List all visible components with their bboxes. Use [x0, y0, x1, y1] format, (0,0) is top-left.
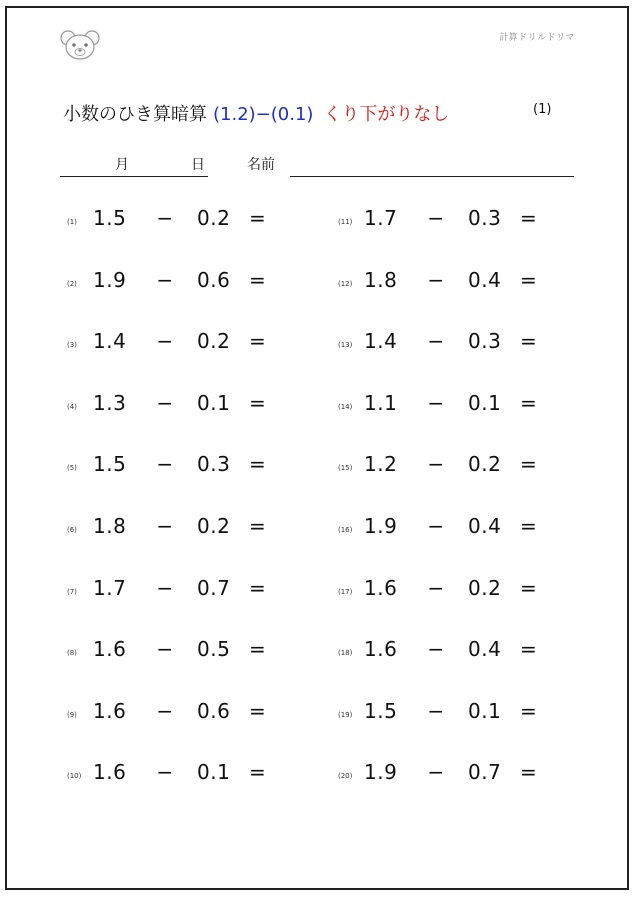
subtrahend: 0.1: [197, 390, 231, 415]
name-field-line: [290, 176, 574, 177]
minus-sign: −: [427, 575, 445, 600]
problem-number: (1): [67, 218, 77, 226]
minuend: 1.1: [364, 390, 398, 415]
subtrahend: 0.2: [468, 575, 502, 600]
subtrahend: 0.2: [468, 452, 502, 477]
problem-expression: [364, 514, 550, 538]
equals-sign: =: [249, 698, 267, 723]
equals-sign: =: [249, 760, 267, 785]
subtrahend: 0.4: [468, 267, 502, 292]
name-label: 名前: [247, 157, 275, 173]
minuend: 1.9: [364, 760, 398, 785]
minus-sign: −: [156, 329, 174, 354]
equals-sign: =: [249, 637, 267, 662]
problem-number: (4): [67, 402, 77, 411]
equals-sign: =: [520, 267, 538, 292]
problem-number: (5): [67, 464, 77, 473]
problem-expression: [93, 699, 279, 723]
minus-sign: −: [156, 206, 174, 230]
minuend: 1.8: [364, 267, 398, 292]
problem-number: (15): [338, 464, 353, 473]
title-formula: (1.2)−(0.1): [213, 104, 314, 125]
problem-expression: [93, 760, 279, 784]
minuend: 1.8: [93, 514, 127, 538]
minus-sign: −: [427, 267, 445, 292]
minus-sign: −: [156, 267, 174, 292]
minuend: 1.9: [364, 514, 398, 538]
equals-sign: =: [520, 206, 538, 230]
problem-number: (17): [338, 587, 353, 596]
minus-sign: −: [427, 760, 445, 785]
problem-number: (11): [338, 218, 353, 226]
minuend: 1.5: [93, 452, 127, 477]
problem-number: (9): [67, 710, 77, 719]
minuend: 1.6: [364, 575, 398, 600]
problem-expression: [364, 760, 550, 784]
minus-sign: −: [427, 390, 445, 415]
problem-number: (16): [338, 526, 353, 534]
date-field-line: [60, 176, 208, 177]
equals-sign: =: [249, 514, 267, 538]
minus-sign: −: [156, 575, 174, 600]
month-label: 月: [115, 157, 129, 173]
problem-number: (20): [338, 772, 353, 781]
bear-face-icon: [59, 29, 101, 61]
problem-number: (8): [67, 649, 77, 658]
subtrahend: 0.4: [468, 637, 502, 662]
minus-sign: −: [427, 514, 445, 538]
sheet-number: (1): [533, 102, 552, 117]
problem-number: (19): [338, 710, 353, 719]
equals-sign: =: [520, 390, 538, 415]
day-label: 日: [191, 157, 205, 173]
problem-expression: [93, 637, 279, 661]
equals-sign: =: [249, 329, 267, 354]
subtrahend: 0.3: [468, 206, 502, 230]
minuend: 1.6: [93, 760, 127, 785]
minus-sign: −: [156, 514, 174, 538]
brand-label: 計算ドリルドリマ: [499, 33, 575, 43]
subtrahend: 0.7: [197, 575, 231, 600]
equals-sign: =: [520, 514, 538, 538]
minus-sign: −: [427, 329, 445, 354]
problem-number: (6): [67, 526, 77, 534]
minus-sign: −: [156, 637, 174, 662]
problem-number: (13): [338, 341, 353, 350]
minuend: 1.4: [93, 329, 127, 354]
problem-expression: [93, 452, 279, 476]
subtrahend: 0.1: [468, 698, 502, 723]
subtrahend: 0.4: [468, 514, 502, 538]
problem-number: (7): [67, 587, 77, 596]
problem-number: (10): [67, 772, 82, 781]
problem-expression: [364, 391, 550, 415]
subtrahend: 0.3: [468, 329, 502, 354]
problem-expression: [364, 699, 550, 723]
minuend: 1.5: [93, 206, 127, 230]
equals-sign: =: [520, 698, 538, 723]
problem-expression: [364, 452, 550, 476]
minus-sign: −: [427, 452, 445, 477]
equals-sign: =: [249, 390, 267, 415]
minuend: 1.3: [93, 390, 127, 415]
equals-sign: =: [520, 637, 538, 662]
equals-sign: =: [249, 267, 267, 292]
problem-number: (2): [67, 279, 77, 288]
problem-expression: [364, 329, 550, 353]
subtrahend: 0.2: [197, 206, 231, 230]
worksheet-page: [5, 6, 629, 890]
minus-sign: −: [156, 760, 174, 785]
subtrahend: 0.5: [197, 637, 231, 662]
subtrahend: 0.6: [197, 698, 231, 723]
problem-expression: [364, 576, 550, 600]
minuend: 1.7: [93, 575, 127, 600]
equals-sign: =: [520, 329, 538, 354]
subtrahend: 0.1: [197, 760, 231, 785]
subtrahend: 0.6: [197, 267, 231, 292]
equals-sign: =: [249, 452, 267, 477]
worksheet-title: [63, 100, 583, 126]
minuend: 1.6: [364, 637, 398, 662]
problem-number: (3): [67, 341, 77, 350]
minuend: 1.5: [364, 698, 398, 723]
subtrahend: 0.3: [197, 452, 231, 477]
subtrahend: 0.1: [468, 390, 502, 415]
problem-expression: [364, 637, 550, 661]
minus-sign: −: [156, 452, 174, 477]
subtrahend: 0.2: [197, 329, 231, 354]
title-main: 小数のひき算暗算: [63, 104, 207, 125]
problem-expression: [364, 206, 550, 230]
minuend: 1.9: [93, 267, 127, 292]
problem-number: (12): [338, 279, 353, 288]
subtrahend: 0.2: [197, 514, 231, 538]
problem-expression: [93, 576, 279, 600]
problem-expression: [93, 206, 279, 230]
problem-expression: [93, 268, 279, 292]
minuend: 1.6: [93, 637, 127, 662]
equals-sign: =: [249, 206, 267, 230]
minus-sign: −: [427, 698, 445, 723]
equals-sign: =: [249, 575, 267, 600]
minus-sign: −: [427, 206, 445, 230]
minuend: 1.6: [93, 698, 127, 723]
equals-sign: =: [520, 452, 538, 477]
minus-sign: −: [427, 637, 445, 662]
minus-sign: −: [156, 698, 174, 723]
problem-expression: [93, 329, 279, 353]
problem-expression: [93, 391, 279, 415]
problem-number: (18): [338, 649, 353, 658]
problem-expression: [93, 514, 279, 538]
problem-expression: [364, 268, 550, 292]
title-note: くり下がりなし: [323, 104, 450, 125]
minus-sign: −: [156, 390, 174, 415]
equals-sign: =: [520, 760, 538, 785]
minuend: 1.7: [364, 206, 398, 230]
problem-number: (14): [338, 402, 353, 411]
minuend: 1.4: [364, 329, 398, 354]
equals-sign: =: [520, 575, 538, 600]
minuend: 1.2: [364, 452, 398, 477]
subtrahend: 0.7: [468, 760, 502, 785]
